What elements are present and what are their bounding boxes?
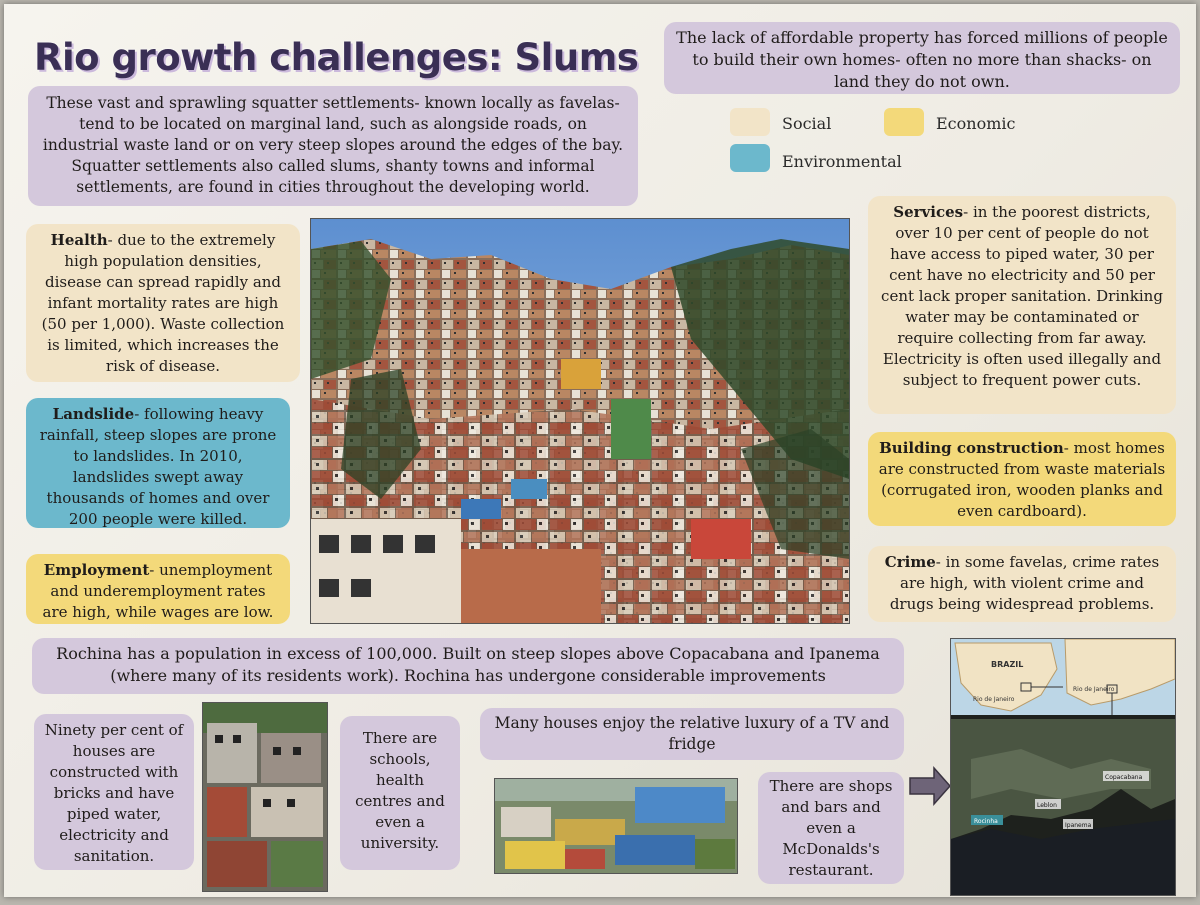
crime-box [868, 546, 1176, 622]
intro-left-text: These vast and sprawling squatter settlements- known locally as favelas- tend to be located on marginal land, such as alongside roads, on industrial waste land or on very steep slopes around the edges of the bay. Squatter settlements also called slums, shanty towns and informal settlements, are found in cities throughout the developing world. [42, 94, 624, 196]
rio-map [950, 638, 1176, 896]
employment-box [26, 554, 290, 624]
favela-photo-drawing [311, 219, 849, 623]
construction-text: - most homes are constructed from waste materials (corrugated iron, wooden planks and even cardboard). [878, 439, 1166, 520]
ninety-text: Ninety per cent of houses are constructed with bricks and have piped water, electricity and sanitation. [44, 721, 184, 865]
legend-economic-swatch [884, 108, 924, 136]
legend-environmental-label: Environmental [782, 152, 902, 171]
map-label-rio-right: Rio de Janeiro [1073, 686, 1115, 693]
construction-heading: Building construction [879, 439, 1064, 457]
schools-text: There are schools, health centres and even a university. [355, 729, 445, 852]
map-label-ipanema: Ipanema [1065, 822, 1092, 829]
ninety-box [34, 714, 194, 870]
legend-economic-label: Economic [936, 114, 1016, 133]
landslide-text: - following heavy rainfall, steep slopes are prone to landslides. In 2010, landslides swept away thousands of homes and over 200 people were killed. [39, 405, 277, 528]
rochina-houses-photo [494, 778, 738, 874]
services-text: - in the poorest districts, over 10 per cent of people do not have access to piped water, 30 per cent have no electricity and 50 per cent lack proper sanitation. Drinking water may be contaminated or require collecting from far away. Electricity is often used illegally and subject to frequent power cuts. [881, 203, 1163, 389]
employment-text: - unemployment and underemployment rates are high, while wages are low. [42, 561, 274, 621]
rio-map-drawing [951, 639, 1175, 895]
intro-top-box [664, 22, 1180, 94]
tv-box [480, 708, 904, 760]
poster-sheet [4, 4, 1196, 897]
intro-left-box [28, 86, 638, 206]
arrow-icon [908, 766, 952, 810]
rochina-box [32, 638, 904, 694]
rochina-houses-drawing [495, 779, 737, 873]
employment-heading: Employment [43, 561, 150, 579]
health-text: - due to the extremely high population densities, disease can spread rapidly and infant mortality rates are high (50 per 1,000). Waste collection is limited, which increases the risk of disease. [41, 231, 285, 375]
crime-text: - in some favelas, crime rates are high, with violent crime and drugs being widespread problems. [889, 553, 1160, 613]
services-box [868, 196, 1176, 414]
landslide-heading: Landslide [52, 405, 135, 423]
schools-box [340, 716, 460, 870]
shops-text: There are shops and bars and even a McDonalds's restaurant. [769, 777, 893, 879]
brick-houses-photo [202, 702, 328, 892]
map-label-rio-left: Rio de Janeiro [973, 696, 1015, 703]
map-label-leblon: Leblon [1037, 802, 1057, 809]
page-title: Rio growth challenges: Slums [34, 36, 639, 79]
map-label-brazil: BRAZIL [991, 660, 1024, 669]
legend-social-swatch [730, 108, 770, 136]
health-heading: Health [50, 231, 108, 249]
rochina-text: Rochina has a population in excess of 100,000. Built on steep slopes above Copacabana and Ipanema (where many of its residents work). Rochina has undergone considerable improvements [56, 644, 880, 685]
arrow-drawing [908, 766, 952, 806]
favela-photo [310, 218, 850, 624]
construction-box [868, 432, 1176, 526]
services-heading: Services [893, 203, 964, 221]
map-label-rocinha: Rocinha [974, 818, 998, 825]
intro-top-text: The lack of affordable property has forced millions of people to build their own homes- often no more than shacks- on land they do not own. [676, 28, 1168, 91]
shops-box [758, 772, 904, 884]
tv-text: Many houses enjoy the relative luxury of a TV and fridge [494, 714, 890, 753]
legend-environmental-swatch [730, 144, 770, 172]
brick-houses-drawing [203, 703, 327, 891]
legend-social-label: Social [782, 114, 832, 133]
landslide-box [26, 398, 290, 528]
health-box [26, 224, 300, 382]
crime-heading: Crime [884, 553, 936, 571]
map-label-copacabana: Copacabana [1105, 774, 1143, 781]
